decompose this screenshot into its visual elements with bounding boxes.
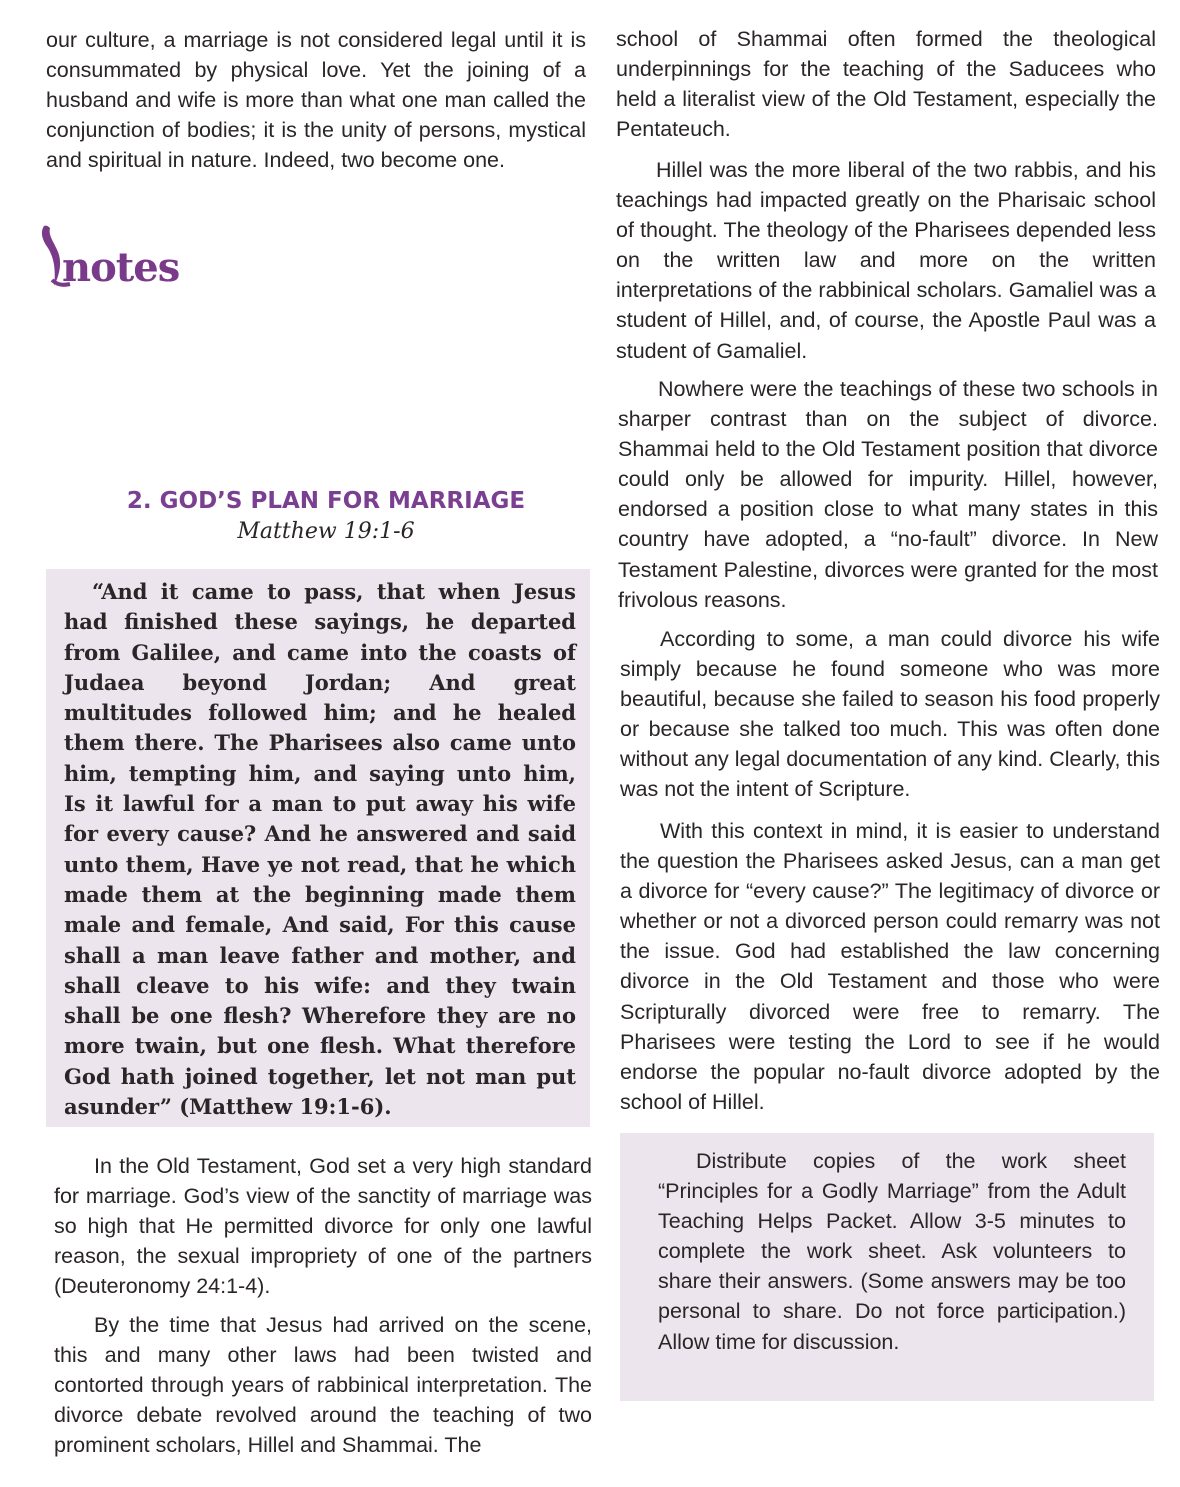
paragraph-hillel: Hillel was the more liberal of the two rabbis, and his teachings had impacted greatly on the Pharisaic school of thought. The theology of the Pharisees depended less on the written law and more on the written interpretations of the rabbinical scholars. Gamaliel was a student of Hillel, and, of course, the Apostle Paul was a student of Gamaliel.	[616, 158, 1156, 363]
paragraph-divorce-contrast: Nowhere were the teachings of these two schools in sharper contrast than on the subject of divorce. Shammai held to the Old Testament position that divorce could only be allowed for impurity. Hillel, however, endorsed a position close to what many states in this country have adopted, a “no-fault” divorce. In New Testament Palestine, divorces were granted for the most frivolous reasons.	[618, 377, 1158, 612]
paragraph-context: With this context in mind, it is easier to understand the question the Pharisees asked Jesus, can a man get a divorce for “every cause?” The legitimacy of divorce or whether or not a divorced person could remarry was not the issue. God had established the law concerning divorce in the Old Testament and those who were Scripturally divorced were free to remarry. The Pharisees were testing the Lord to see if he would endorse the popular no-fault divorce adopted by the school of Hillel.	[620, 819, 1160, 1114]
teaching-note: Distribute copies of the work sheet “Principles for a Godly Marriage” from the Adult Teaching Helps Packet. Allow 3-5 minutes to complete the work sheet. Ask volunteers to share their answers. (Some answers may be too personal to share. Do not force participation.) Allow time for discussion.	[658, 1149, 1126, 1354]
notes-logo-text: notes	[62, 244, 180, 291]
paragraph-shammai-continued: school of Shammai often formed the theological underpinnings for the teaching of the Saducees who held a literalist view of the Old Testament, especially the Pentateuch.	[616, 27, 1156, 142]
notes-logo	[38, 222, 218, 294]
paragraph-old-testament: In the Old Testament, God set a very high standard for marriage. God’s view of the sanctity of marriage was so high that He permitted divorce for only one lawful reason, the sexual impropriety of one of the partners (Deuteronomy 24:1-4).	[54, 1154, 592, 1299]
section-heading: 2. GOD’S PLAN FOR MARRIAGE	[126, 488, 526, 514]
intro-paragraph: our culture, a marriage is not considered legal until it is consummated by physical love. Yet the joining of a husband and wife is more than what one man called the conjunction of bodies; it is the unity of persons, mystical and spiritual in nature. Indeed, two become one.	[46, 28, 586, 173]
scripture-quote: “And it came to pass, that when Jesus had finished these sayings, he departed from Galilee, and came into the coasts of Judaea beyond Jordan; And great multitudes followed him; and he healed them there. The Pharisees also came unto him, tempting him, and saying unto him, Is it lawful for a man to put away his wife for every cause? And he answered and said unto them, Have ye not read, that he which made them at the beginning made them male and female, And said, For this cause shall a man leave father and mother, and shall cleave to his wife: and they twain shall be one flesh? Wherefore they are no more twain, but one flesh. What therefore God hath joined together, let not man put asunder” (Matthew 19:1-6).	[64, 579, 576, 1120]
section-scripture-reference: Matthew 19:1-6	[237, 519, 415, 544]
paragraph-rabbinical-interpretation: By the time that Jesus had arrived on the scene, this and many other laws had been twisted and contorted through years of rabbinical interpretation. The divorce debate revolved around the teaching of two prominent scholars, Hillel and Shammai. The	[54, 1313, 592, 1458]
paragraph-frivolous-reasons: According to some, a man could divorce his wife simply because he found someone who was more beautiful, because she failed to season his food properly or because she talked too much. This was often done without any legal documentation of any kind. Clearly, this was not the intent of Scripture.	[620, 627, 1160, 802]
